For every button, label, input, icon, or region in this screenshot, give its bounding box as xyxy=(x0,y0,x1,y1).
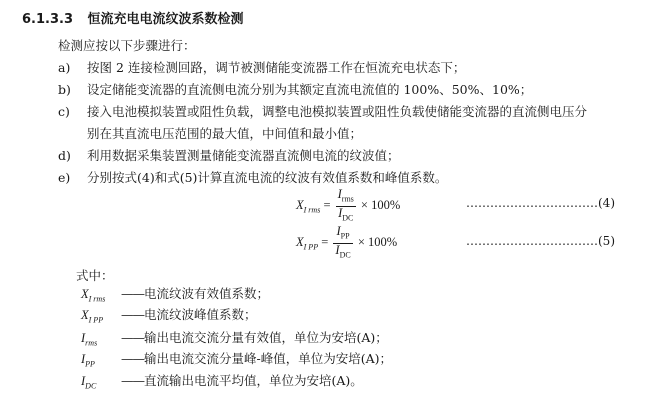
definition-text: 电流纹波有效值系数； xyxy=(144,286,270,301)
definition-symbol: $I_{DC}$ xyxy=(81,374,97,391)
definition-text: 输出电流交流分量峰-峰值，单位为安培(A)； xyxy=(144,351,393,366)
formula-5-denominator: $I_{DC}$ xyxy=(335,242,351,259)
formula-4-equals: = xyxy=(323,197,331,212)
equation-number-4: ……………………………(4) xyxy=(466,196,615,210)
step-c-label: c) xyxy=(58,104,70,119)
definition-dash: —— xyxy=(121,330,144,345)
definition-row xyxy=(81,307,257,329)
section-number: 6.1.3.3 xyxy=(22,12,73,27)
equation-number-5: ……………………………(5) xyxy=(466,234,615,248)
definition-text: 直流输出电流平均值，单位为安培(A)。 xyxy=(144,373,363,388)
definition-row xyxy=(81,351,392,373)
formula-5-equals: = xyxy=(321,234,329,249)
definition-row xyxy=(81,286,269,308)
where-label: 式中： xyxy=(76,268,114,283)
step-a-label: a) xyxy=(58,60,71,75)
definition-text: 电流纹波峰值系数； xyxy=(144,307,257,322)
formula-4-fraction xyxy=(336,188,356,224)
step-c-text-line2: 别在其直流电压范围的最大值，中间值和最小值； xyxy=(87,126,363,141)
step-d-text: 利用数据采集装置测量储能变流器直流侧电流的纹波值； xyxy=(87,148,400,163)
formula-5 xyxy=(296,225,397,261)
definition-symbol: $X_{I PP}$ xyxy=(81,308,104,325)
step-b-label: b) xyxy=(58,82,71,97)
formula-5-numerator: $I_{PP}$ xyxy=(333,225,352,244)
definition-symbol: $X_{I rms}$ xyxy=(81,287,106,304)
definition-row xyxy=(81,330,388,352)
definition-dash: —— xyxy=(121,286,144,301)
definition-dash: —— xyxy=(121,307,144,322)
step-e-text: 分别按式(4)和式(5)计算直流电流的纹波有效值系数和峰值系数。 xyxy=(87,170,448,185)
formula-4-numerator: $I_{rms}$ xyxy=(336,188,356,207)
formula-4-factor: × 100% xyxy=(360,197,401,212)
formula-4-lhs: $X_{I rms}$ xyxy=(296,197,321,215)
section-title: 恒流充电电流纹波系数检测 xyxy=(87,12,244,27)
step-c-text-line1: 接入电池模拟装置或阻性负载，调整电池模拟装置或阻性负载使储能变流器的直流侧电压分 xyxy=(87,104,588,119)
formula-4 xyxy=(296,188,400,224)
definition-symbol: $I_{PP}$ xyxy=(81,352,95,369)
definition-dash: —— xyxy=(121,373,144,388)
section-heading xyxy=(22,8,244,27)
definition-row xyxy=(81,373,363,395)
step-e-label: e) xyxy=(58,170,71,185)
definition-symbol: $I_{rms}$ xyxy=(81,331,98,348)
formula-5-factor: × 100% xyxy=(357,234,398,249)
step-a-text: 按图 2 连接检测回路，调节被测储能变流器工作在恒流充电状态下； xyxy=(87,60,466,75)
step-b-text: 设定储能变流器的直流侧电流分别为其额定直流电流值的 100%、50%、10%； xyxy=(87,82,533,97)
definition-text: 输出电流交流分量有效值，单位为安培(A)； xyxy=(144,330,388,345)
formula-4-denominator: $I_{DC}$ xyxy=(338,205,354,222)
formula-5-lhs: $X_{I PP}$ xyxy=(296,234,319,252)
step-d-label: d) xyxy=(58,148,71,163)
definition-dash: —— xyxy=(121,351,144,366)
intro-text: 检测应按以下步骤进行： xyxy=(58,38,196,53)
formula-5-fraction xyxy=(333,225,352,261)
